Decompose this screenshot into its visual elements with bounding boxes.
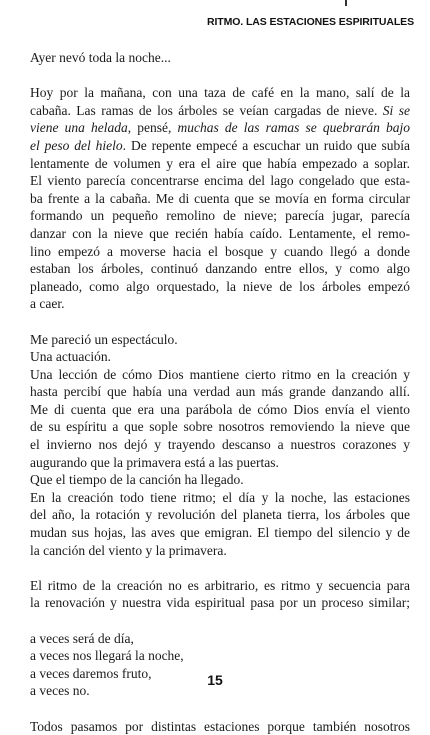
- text-line: [30, 489, 410, 507]
- text-line: [30, 207, 410, 225]
- text-line: [30, 524, 410, 542]
- text-line: [30, 137, 410, 155]
- text-segment: formando un pequeño remolino de nieve; parecía jugar, parecía: [30, 208, 410, 224]
- text-segment: augurando que la primavera está a las puertas.: [30, 454, 279, 470]
- crop-mark: [345, 0, 347, 6]
- paragraph-gap: [30, 559, 410, 577]
- paragraph-gap: [30, 612, 410, 630]
- text-line: [30, 172, 410, 190]
- text-segment: Ayer nevó toda la noche...: [30, 50, 171, 65]
- text-line: [30, 401, 410, 419]
- text-segment: Una actuación.: [30, 349, 111, 365]
- text-segment: a caer.: [30, 296, 65, 312]
- text-line: [30, 436, 410, 454]
- text-segment: planeado, como algo orquestado, la nieve de los árboles empezó: [30, 278, 410, 294]
- text-line: [30, 418, 410, 436]
- text-line: [30, 471, 410, 489]
- text-segment: . De repente empecé a escuchar un ruido que subía: [122, 137, 410, 153]
- text-segment: Que el tiempo de la canción ha llegado.: [30, 472, 244, 488]
- text-segment: lino empezó a moverse hacia el bosque y cuando llegó a donde: [30, 243, 410, 259]
- text-line: [30, 577, 410, 595]
- paragraph-gap: [30, 313, 410, 331]
- text-line: [30, 366, 410, 384]
- text-segment: mudan sus hojas, las aves que emigran. El tiempo del silencio y de: [30, 525, 410, 541]
- text-line: [30, 383, 410, 401]
- text-segment: a veces no.: [30, 683, 90, 699]
- text-line: [30, 454, 410, 472]
- text-line: [30, 594, 410, 612]
- page-number: 15: [207, 672, 223, 688]
- paragraph-gap: [30, 67, 410, 85]
- text-line: [30, 119, 410, 137]
- body-text: [30, 49, 410, 735]
- text-segment: Una lección de cómo Dios mantiene cierto ritmo en la creación y: [30, 366, 410, 382]
- text-segment: del año, la rotación y revolución del planeta tierra, los árboles que: [30, 507, 410, 523]
- text-segment: lentamente de volumen y era el aire que había empezado a soplar.: [30, 155, 410, 171]
- text-segment: Me di cuenta que era una parábola de cómo Dios envía el viento: [30, 401, 410, 417]
- text-segment: a veces daremos fruto,: [30, 665, 152, 681]
- text-segment: Hoy por la mañana, con una taza de café en la mano, salí de la: [30, 85, 410, 101]
- text-segment: Me pareció un espectáculo.: [30, 331, 178, 347]
- text-segment: Todos pasamos por distintas estaciones porque también nosotros: [30, 718, 410, 734]
- text-line: [30, 348, 410, 366]
- text-line: [30, 102, 410, 120]
- text-segment: En la creación todo tiene ritmo; el día y la noche, las estaciones: [30, 489, 410, 505]
- text-segment: de su espíritu a que sople sobre nosotros removiendo la nieve que: [30, 419, 410, 435]
- paragraph-gap: [30, 700, 410, 718]
- text-line: [30, 190, 410, 208]
- text-segment: a veces será de día,: [30, 630, 134, 646]
- text-segment: El ritmo de la creación no es arbitrario, es ritmo y secuencia para: [30, 577, 410, 593]
- text-segment: El viento parecía concentrarse encima del lago congelado que esta-: [30, 173, 410, 189]
- running-header: RITMO. LAS ESTACIONES ESPIRITUALES: [206, 16, 414, 28]
- text-line: [30, 260, 410, 278]
- text-line: [30, 647, 410, 665]
- text-line: [30, 49, 410, 67]
- text-segment: estaban los árboles, continuó danzando entre ellos, y como algo: [30, 261, 410, 277]
- text-line: [30, 542, 410, 560]
- text-segment: la renovación y nuestra vida espiritual pasa por un proceso similar;: [30, 595, 410, 611]
- text-segment: cabaña. Las ramas de los árboles se veían cargadas de nieve.: [30, 102, 383, 118]
- text-segment: , pensé,: [127, 120, 178, 136]
- italic-text: muchas de las ramas se quebrarán bajo: [177, 120, 410, 136]
- text-segment: a veces nos llegará la noche,: [30, 648, 184, 664]
- italic-text: Si se: [382, 102, 410, 118]
- text-line: [30, 295, 410, 313]
- text-line: [30, 506, 410, 524]
- text-segment: el invierno nos dejó y trayendo descanso a nuestros corazones y: [30, 437, 410, 453]
- text-line: [30, 84, 410, 102]
- italic-text: el peso del hielo: [30, 137, 123, 153]
- text-line: [30, 630, 410, 648]
- text-segment: ba frente a la cabaña. Me di cuenta que se movía en forma circular: [30, 190, 410, 206]
- text-line: [30, 278, 410, 296]
- text-line: [30, 225, 410, 243]
- text-segment: hasta percibí que había una verdad aun más grande danzando allí.: [30, 384, 410, 400]
- text-segment: la canción del viento y la primavera.: [30, 542, 227, 558]
- text-line: [30, 243, 410, 261]
- text-segment: danzar con la nieve que recién había caído. Lentamente, el remo-: [30, 225, 410, 241]
- italic-text: viene una helada: [30, 120, 128, 136]
- text-line: [30, 718, 410, 735]
- text-line: [30, 155, 410, 173]
- text-line: [30, 331, 410, 349]
